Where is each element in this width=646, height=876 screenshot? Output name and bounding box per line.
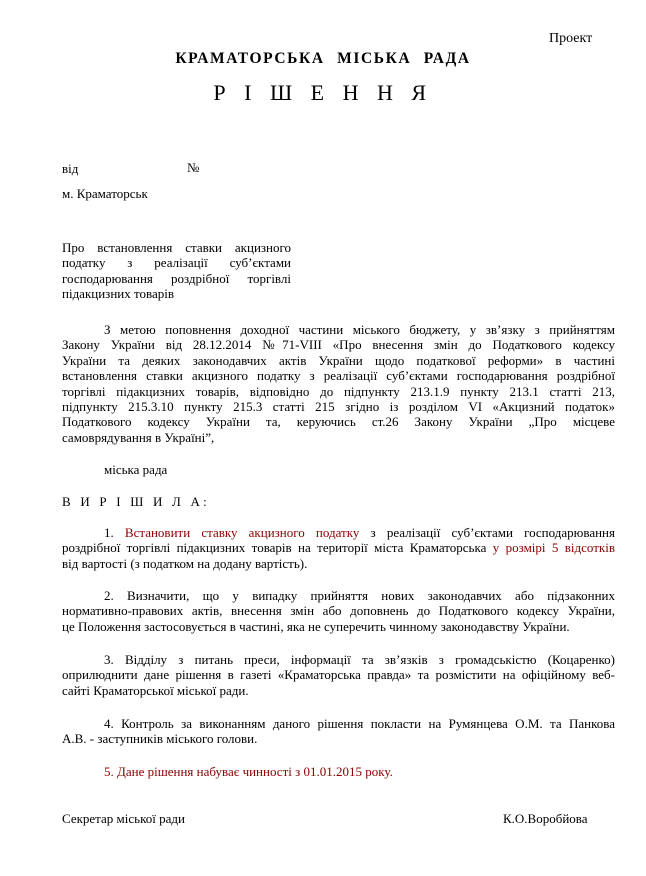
item-5 bbox=[62, 764, 615, 779]
decision-title: Р І Ш Е Н Н Я bbox=[213, 80, 433, 105]
preamble-line: України та деяких законодавчих актів України щодо податкової реформи» в частині bbox=[62, 352, 615, 368]
item-1-line: 1. Встановити ставку акцизного податку з реалізації суб’єктами господарювання bbox=[104, 525, 615, 540]
preamble-line: торгівлі підакцизних товарів, відповідно до підпункту 213.1.9 пункту 213.1 статті 213, bbox=[62, 383, 615, 399]
preamble-line: підпункту 215.3.10 пункту 215.3 статті 215 згідно із розділом VI «Акцизний податок» bbox=[62, 399, 615, 415]
preamble bbox=[62, 322, 615, 445]
date-label: від bbox=[62, 161, 79, 176]
item-2-line: нормативно-правових актів, внесення змін або доповнень до Податкового кодексу України, bbox=[62, 603, 615, 619]
item-1 bbox=[62, 525, 615, 571]
subject-line: Про встановлення ставки акцизного bbox=[62, 240, 291, 255]
preamble-line: самоврядування в Україні”, bbox=[62, 429, 215, 445]
city-label: м. Краматорськ bbox=[62, 186, 148, 201]
highlight-text: Встановити ставку акцизного податку bbox=[124, 525, 360, 540]
item-3-line: оприлюднити дане рішення в газеті «Краматорська правда» та розмістити на офіційному веб- bbox=[62, 667, 615, 683]
preamble-line: Закону України від 28.12.2014 №71-VIII «Про внесення змін до Податкового кодексу bbox=[62, 337, 615, 353]
item-4 bbox=[62, 716, 615, 747]
item-4-line: А.В. - заступників міського голови. bbox=[62, 731, 258, 747]
preamble-line: встановлення ставки акцизного податку з реалізації суб’єктами господарювання роздрібної bbox=[62, 368, 615, 384]
item-3 bbox=[62, 652, 615, 698]
council-label: міська рада bbox=[104, 462, 168, 477]
number-label: № bbox=[187, 160, 200, 175]
item-1-line: роздрібної торгівлі підакцизних товарів на території міста Краматорська у розмірі 5 відсотків bbox=[62, 540, 615, 556]
signatory-title: Секретар міської ради bbox=[62, 811, 185, 826]
highlight-text: у розмірі 5 відсотків bbox=[492, 540, 615, 556]
preamble-line: Податкового кодексу України та, керуючись ст.26 Закону України „Про місцеве bbox=[62, 414, 615, 430]
subject-line: податку з реалізації суб’єктами bbox=[62, 255, 291, 271]
item-4-line: 4. Контроль за виконанням даного рішення покласти на Румянцева О.М. та Панкова bbox=[104, 716, 615, 731]
subject-line: підакцизних товарів bbox=[62, 286, 174, 302]
item-2 bbox=[62, 588, 615, 634]
item-2-line: 2. Визначити, що у випадку прийняття нових законодавчих або підзаконних bbox=[104, 588, 615, 603]
item-3-line: сайті Краматорської міської ради. bbox=[62, 682, 249, 698]
council-name: КРАМАТОРСЬКА МІСЬКА РАДА bbox=[175, 50, 471, 67]
item-5-line: 5. Дане рішення набуває чинності з 01.01.2015 року. bbox=[104, 764, 393, 779]
resolved-heading: В И Р І Ш И Л А: bbox=[62, 494, 210, 509]
subject-line: господарювання роздрібної торгівлі bbox=[62, 270, 291, 286]
decision-subject bbox=[62, 240, 291, 302]
signatory-name: К.О.Воробйова bbox=[503, 811, 588, 826]
preamble-line: З метою поповнення доходної частини міського бюджету, у зв’язку з прийняттям bbox=[104, 322, 615, 337]
draft-label: Проект bbox=[549, 31, 593, 46]
item-1-line: від вартості (з податком на додану вартість). bbox=[62, 555, 308, 571]
item-2-line: це Положення застосовується в частині, яка не суперечить чинному законодавству України. bbox=[62, 618, 570, 634]
item-3-line: 3. Відділу з питань преси, інформації та зв’язків з громадськістю (Коцаренко) bbox=[104, 652, 615, 667]
